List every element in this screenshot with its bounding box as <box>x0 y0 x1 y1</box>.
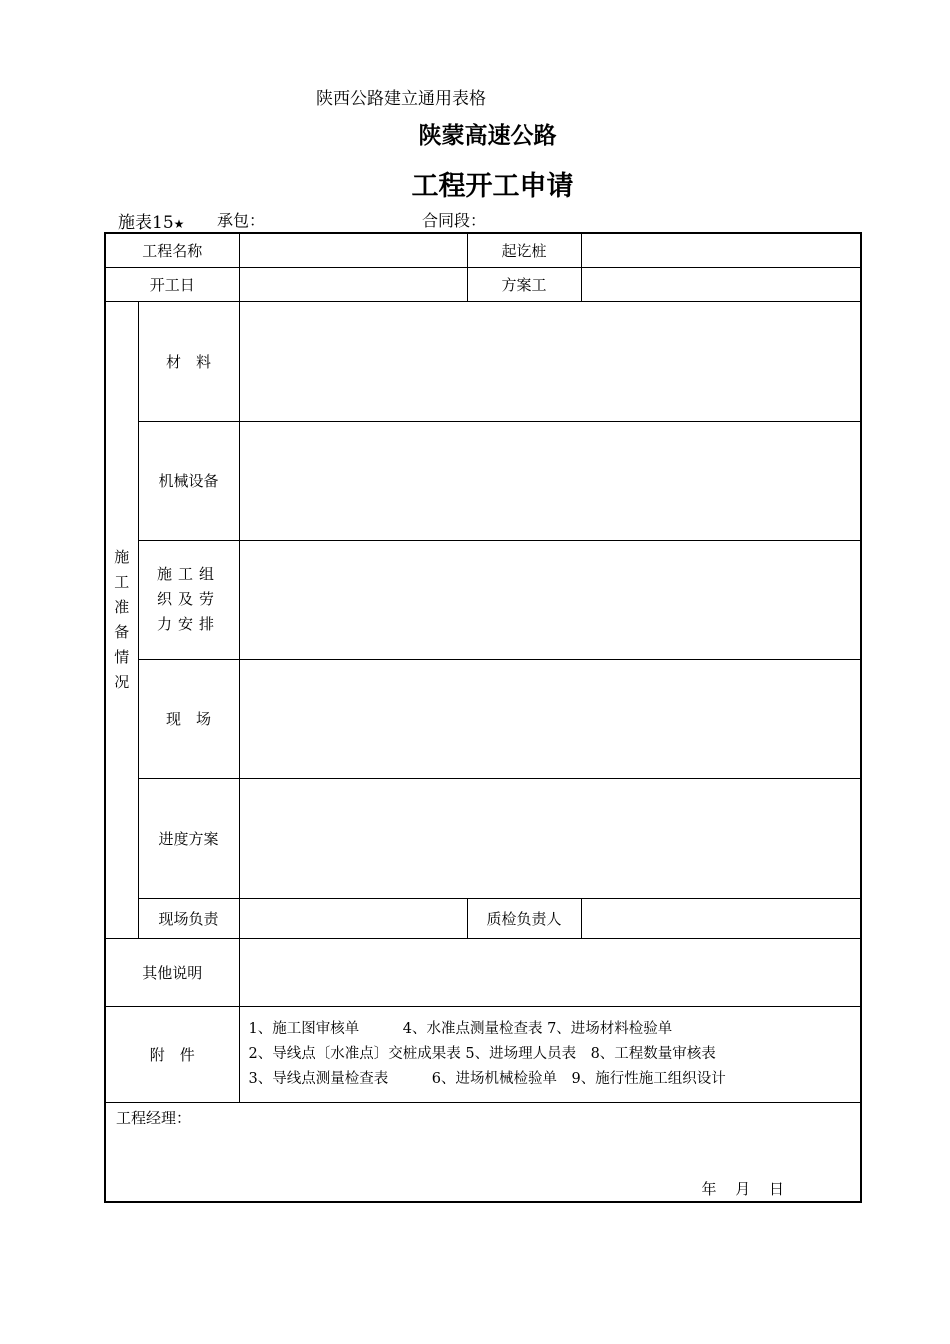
remarks-label: 其他说明 <box>105 938 239 1006</box>
chainage-label: 起讫桩 <box>467 233 581 267</box>
vertical-char: 施 <box>114 547 130 566</box>
table-row <box>105 778 861 898</box>
form-series-header: 陕西公路建立通用表格 <box>316 89 486 109</box>
organization-labor-field[interactable] <box>239 540 861 659</box>
plan-label: 方案工 <box>467 267 581 301</box>
site-manager-field[interactable] <box>239 898 467 938</box>
attachment-line: 3、导线点测量检查表 6、进场机械检验单 9、施行性施工组织设计 <box>248 1070 726 1087</box>
date-label: 年 月 日 <box>701 1180 785 1198</box>
vertical-char: 况 <box>114 672 130 691</box>
application-form-table <box>104 232 862 1203</box>
site-manager-label: 现场负责 <box>138 898 239 938</box>
contractor-label: 承包： <box>217 211 266 230</box>
chainage-field[interactable] <box>581 233 861 267</box>
label-line: 织及劳 <box>157 590 221 608</box>
project-name-label: 工程名称 <box>105 233 239 267</box>
attachments-list <box>239 1006 861 1102</box>
plan-field[interactable] <box>581 267 861 301</box>
attachment-line: 2、导线点〔水准点〕交桩成果表 5、进场理人员表 8、工程数量审核表 <box>248 1045 716 1062</box>
machinery-field[interactable] <box>239 421 861 540</box>
form-number-text: 施表15 <box>118 213 174 233</box>
table-row <box>105 1102 861 1202</box>
table-row <box>105 659 861 778</box>
machinery-label: 机械设备 <box>138 421 239 540</box>
label-line: 力安排 <box>157 615 221 633</box>
qc-manager-label: 质检负责人 <box>467 898 581 938</box>
organization-labor-label <box>138 540 239 659</box>
table-row <box>105 540 861 659</box>
vertical-char: 情 <box>114 647 130 666</box>
table-row <box>105 421 861 540</box>
preparation-status-label <box>105 301 138 938</box>
table-row <box>105 1006 861 1102</box>
table-row <box>105 898 861 938</box>
attachments-label: 附 件 <box>105 1006 239 1102</box>
vertical-char: 准 <box>114 597 130 616</box>
materials-label: 材 料 <box>138 301 239 421</box>
schedule-label: 进度方案 <box>138 778 239 898</box>
form-number <box>118 208 184 233</box>
table-row <box>105 938 861 1006</box>
schedule-field[interactable] <box>239 778 861 898</box>
engineer-label: 工程经理： <box>116 1108 192 1127</box>
table-row <box>105 301 861 421</box>
vertical-char: 工 <box>114 572 130 591</box>
site-field[interactable] <box>239 659 861 778</box>
star-icon: ★ <box>173 217 185 231</box>
remarks-field[interactable] <box>239 938 861 1006</box>
table-row <box>105 267 861 301</box>
project-title: 陕蒙高速公路 <box>418 123 557 149</box>
site-label: 现 场 <box>138 659 239 778</box>
vertical-char: 备 <box>114 622 130 641</box>
engineer-signature-cell[interactable] <box>105 1102 861 1202</box>
qc-manager-field[interactable] <box>581 898 861 938</box>
form-title: 工程开工申请 <box>411 171 574 202</box>
project-name-field[interactable] <box>239 233 467 267</box>
start-date-label: 开工日 <box>105 267 239 301</box>
materials-field[interactable] <box>239 301 861 421</box>
attachment-line: 1、施工图审核单 4、水准点测量检查表 7、进场材料检验单 <box>248 1020 673 1037</box>
contract-section-label: 合同段： <box>422 211 487 230</box>
label-line: 施工组 <box>157 565 221 583</box>
start-date-field[interactable] <box>239 267 467 301</box>
table-row <box>105 233 861 267</box>
